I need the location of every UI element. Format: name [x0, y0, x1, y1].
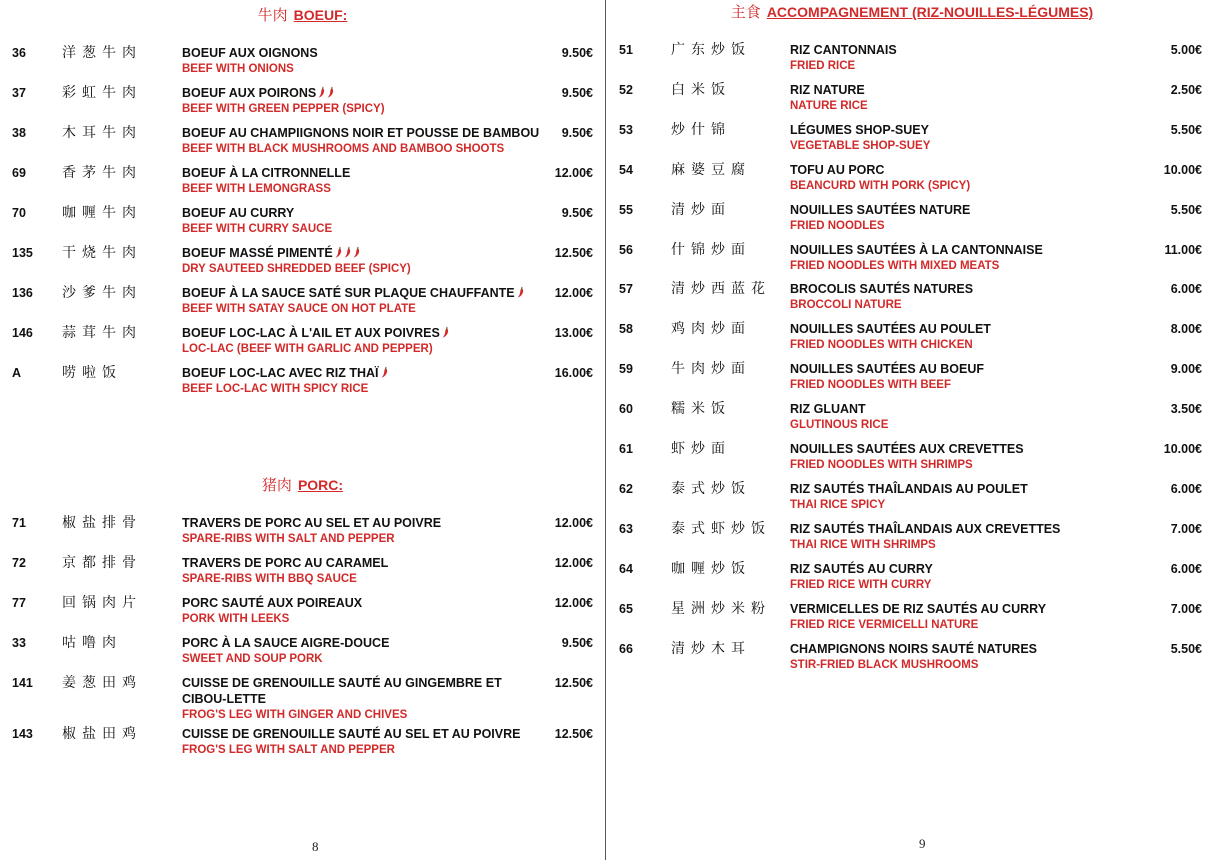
menu-item: [0, 635, 605, 671]
item-name-chinese: 清炒面: [671, 201, 731, 218]
item-name-chinese: 沙爹牛肉: [62, 285, 142, 301]
item-name-chinese: 唠啦饭: [62, 365, 122, 381]
item-name-french: BOEUF LOC-LAC AVEC RIZ THAÏ: [182, 366, 379, 380]
item-name-chinese: 什锦炒面: [671, 241, 751, 258]
section-title-fr: BOEUF:: [293, 7, 348, 23]
item-price: 5.50€: [1170, 122, 1202, 137]
item-number: 63: [619, 521, 633, 536]
item-name-english: FRIED RICE WITH CURRY: [790, 578, 932, 591]
item-description: [790, 321, 1130, 353]
item-description: [182, 595, 542, 627]
item-name-english: FRIED NOODLES WITH BEEF: [790, 379, 951, 392]
item-description: [790, 82, 1130, 114]
item-description: [790, 122, 1130, 154]
item-number: 61: [619, 442, 633, 456]
item-number: 57: [619, 282, 633, 297]
menu-item: [607, 122, 1217, 158]
item-name-english: THAI RICE WITH SHRIMPS: [790, 538, 936, 551]
item-name-french: NOUILLES SAUTÉES AU BOEUF: [790, 362, 984, 377]
item-name-french: NOUILLES SAUTÉES AUX CREVETTES: [790, 442, 1024, 456]
item-number: 54: [619, 162, 633, 177]
item-number: 36: [12, 46, 26, 60]
item-price: 9.50€: [561, 636, 593, 650]
chili-pepper-icon: [517, 286, 524, 298]
page-number: 9: [919, 836, 926, 851]
item-name-french: BOEUF À LA CITRONNELLE: [182, 166, 351, 180]
item-name-french: TOFU AU PORC: [790, 162, 885, 177]
item-name-english: FRIED NOODLES WITH SHRIMPS: [790, 459, 973, 471]
item-description: [790, 481, 1130, 513]
item-price: 12.00€: [554, 166, 593, 180]
item-price: 5.50€: [1170, 641, 1202, 656]
item-name-english: BEEF LOC-LAC WITH SPICY RICE: [182, 383, 369, 395]
item-description: [790, 441, 1130, 473]
item-number: A: [12, 366, 22, 380]
section-title-zh: 主食: [730, 3, 761, 21]
item-name-chinese: 星洲炒米粉: [671, 600, 771, 617]
item-name-chinese: 蒜茸牛肉: [62, 325, 142, 341]
item-description: [790, 601, 1130, 633]
item-description: [790, 42, 1130, 74]
menu-item: [607, 641, 1217, 677]
item-name-english: BEEF WITH SATAY SAUCE ON HOT PLATE: [182, 303, 416, 315]
item-name-chinese: 白米饭: [671, 81, 731, 98]
item-number: 52: [619, 82, 633, 97]
item-name-chinese: 泰式虾炒饭: [671, 520, 771, 537]
menu-item: [0, 595, 605, 631]
chili-pepper-icon: [318, 86, 325, 98]
menu-item: [607, 242, 1217, 278]
item-name-french: RIZ SAUTÉS AU CURRY: [790, 561, 933, 576]
item-number: 58: [619, 322, 633, 337]
item-price: 7.00€: [1170, 521, 1202, 536]
item-description: [790, 361, 1130, 393]
menu-item: [0, 165, 605, 201]
item-number: 143: [12, 727, 33, 741]
menu-item: [607, 281, 1217, 317]
item-name-french: BOEUF AU CURRY: [182, 206, 295, 220]
item-description: [182, 555, 542, 587]
item-name-french: NOUILLES SAUTÉES À LA CANTONNAISE: [790, 242, 1043, 257]
chili-pepper-icon: [335, 246, 342, 258]
menu-item: [607, 401, 1217, 437]
item-name-french: BROCOLIS SAUTÉS NATURES: [790, 282, 974, 297]
item-price: 9.50€: [561, 206, 593, 220]
item-price: 16.00€: [554, 366, 593, 380]
section-title-fr: PORC:: [297, 477, 344, 493]
item-price: 11.00€: [1164, 242, 1202, 257]
item-name-chinese: 咖喱牛肉: [62, 205, 142, 221]
item-price: 12.00€: [554, 286, 593, 300]
item-name-chinese: 虾炒面: [671, 441, 731, 457]
item-name-chinese: 咕噜肉: [62, 635, 122, 651]
menu-item: [607, 481, 1217, 517]
menu-item: [607, 42, 1217, 78]
item-price: 12.00€: [554, 516, 593, 530]
item-name-english: SWEET AND SOUP PORK: [182, 653, 323, 665]
item-name-chinese: 香茅牛肉: [62, 165, 142, 181]
item-number: 64: [619, 561, 633, 576]
item-name-french: TRAVERS DE PORC AU CARAMEL: [182, 556, 389, 570]
chili-pepper-icon: [442, 326, 449, 338]
item-description: [182, 515, 542, 547]
item-price: 7.00€: [1170, 601, 1202, 616]
item-name-chinese: 牛肉炒面: [671, 361, 751, 378]
item-number: 62: [619, 481, 633, 496]
item-name-english: FRIED NOODLES: [790, 219, 885, 232]
page-number: 8: [312, 839, 319, 854]
item-name-english: STIR-FRIED BLACK MUSHROOMS: [790, 658, 979, 671]
item-name-french: NOUILLES SAUTÉES AU POULET: [790, 322, 991, 337]
item-name-english: BEEF WITH ONIONS: [182, 63, 294, 75]
item-name-chinese: 咖喱炒饭: [671, 560, 751, 577]
item-number: 146: [12, 326, 33, 340]
item-name-chinese: 广东炒饭: [671, 42, 751, 58]
chili-pepper-icon: [327, 86, 334, 98]
item-name-chinese: 回锅肉片: [62, 595, 142, 611]
item-name-french: RIZ SAUTÉS THAÎLANDAIS AUX CREVETTES: [790, 521, 1061, 536]
item-number: 77: [12, 596, 26, 610]
item-name-chinese: 干烧牛肉: [62, 245, 142, 261]
item-name-chinese: 泰式炒饭: [671, 480, 751, 497]
menu-item: [0, 675, 605, 721]
item-name-english: SPARE-RIBS WITH SALT AND PEPPER: [182, 533, 395, 545]
item-price: 6.00€: [1170, 481, 1202, 496]
menu-item: [607, 561, 1217, 597]
section-title-accompaniment: [607, 2, 1217, 22]
item-name-french: CHAMPIGNONS NOIRS SAUTÉ NATURES: [790, 641, 1038, 656]
item-name-english: BEEF WITH GREEN PEPPER (SPICY): [182, 103, 385, 115]
item-name-french: LÉGUMES SHOP-SUEY: [790, 122, 929, 137]
item-price: 13.00€: [554, 326, 593, 340]
section-title-pork: [0, 475, 605, 495]
item-name-chinese: 京都排骨: [62, 555, 142, 571]
chili-pepper-icon: [381, 366, 388, 378]
item-name-french: BOEUF AUX OIGNONS: [182, 46, 318, 60]
item-description: [182, 205, 542, 237]
item-name-english: BEEF WITH CURRY SAUCE: [182, 223, 333, 235]
menu-item: [607, 202, 1217, 238]
item-name-french: RIZ CANTONNAIS: [790, 43, 897, 57]
item-price: 12.00€: [554, 596, 593, 610]
item-description: [790, 521, 1130, 553]
item-name-french: TRAVERS DE PORC AU SEL ET AU POIVRE: [182, 516, 442, 530]
item-name-french: BOEUF MASSÉ PIMENTÉ: [182, 246, 333, 260]
item-description: [182, 675, 542, 723]
item-price: 10.00€: [1163, 442, 1202, 456]
item-number: 141: [12, 676, 33, 690]
section-title-zh: 猪肉: [261, 476, 292, 494]
item-name-chinese: 彩虹牛肉: [62, 85, 142, 101]
item-number: 59: [619, 362, 633, 377]
item-name-english: BEEF WITH BLACK MUSHROOMS AND BAMBOO SHOOTS: [182, 143, 505, 155]
menu-page-right: [607, 0, 1217, 860]
item-name-french: BOEUF LOC-LAC À L'AIL ET AUX POIVRES: [182, 326, 440, 340]
item-name-chinese: 洋葱牛肉: [62, 45, 142, 61]
item-name-chinese: 清炒木耳: [671, 640, 751, 657]
item-name-chinese: 清炒西蓝花: [671, 281, 771, 298]
item-name-chinese: 炒什锦: [671, 121, 731, 138]
page-divider: [605, 0, 606, 860]
item-number: 60: [619, 402, 633, 417]
item-name-english: FRIED NOODLES WITH MIXED MEATS: [790, 259, 1000, 272]
item-name-chinese: 麻婆豆腐: [671, 161, 751, 178]
item-price: 9.50€: [561, 86, 593, 100]
item-number: 55: [619, 202, 633, 217]
item-description: [790, 401, 1130, 433]
item-price: 12.50€: [554, 727, 593, 741]
item-number: 136: [12, 286, 33, 300]
menu-item: [0, 365, 605, 401]
item-name-chinese: 姜葱田鸡: [62, 675, 142, 691]
item-number: 56: [619, 242, 633, 257]
item-name-english: LOC-LAC (BEEF WITH GARLIC AND PEPPER): [182, 343, 433, 355]
item-name-english: FRIED NOODLES WITH CHICKEN: [790, 339, 973, 352]
item-price: 9.00€: [1170, 362, 1202, 377]
menu-item: [607, 82, 1217, 118]
item-name-english: PORK WITH LEEKS: [182, 613, 290, 625]
item-price: 10.00€: [1163, 162, 1202, 177]
menu-item: [0, 726, 605, 762]
item-name-english: DRY SAUTEED SHREDDED BEEF (SPICY): [182, 263, 411, 275]
item-name-french: BOEUF AU CHAMPIIGNONS NOIR ET POUSSE DE BAMBOU: [182, 126, 540, 140]
section-title-fr: ACCOMPAGNEMENT (RIZ-NOUILLES-LÉGUMES): [766, 4, 1094, 20]
item-name-french: RIZ SAUTÉS THAÎLANDAIS AU POULET: [790, 481, 1028, 496]
item-number: 51: [619, 43, 633, 57]
item-name-french: BOEUF À LA SAUCE SATÉ SUR PLAQUE CHAUFFANTE: [182, 286, 515, 300]
item-number: 33: [12, 636, 26, 650]
item-name-english: VEGETABLE SHOP-SUEY: [790, 139, 931, 152]
menu-item: [0, 205, 605, 241]
item-name-english: GLUTINOUS RICE: [790, 419, 889, 432]
item-name-chinese: 木耳牛肉: [62, 125, 142, 141]
item-description: [790, 242, 1130, 274]
item-description: [790, 561, 1130, 593]
menu-item: [0, 85, 605, 121]
item-name-english: THAI RICE SPICY: [790, 498, 886, 511]
item-name-french: BOEUF AUX POIRONS: [182, 86, 317, 100]
item-description: [790, 641, 1130, 673]
item-name-chinese: 椒盐田鸡: [62, 726, 142, 742]
item-name-french: PORC SAUTÉ AUX POIREAUX: [182, 596, 363, 610]
menu-item: [0, 245, 605, 281]
item-number: 37: [12, 86, 26, 100]
item-number: 71: [12, 516, 26, 530]
menu-item: [607, 521, 1217, 557]
item-price: 6.00€: [1170, 561, 1202, 576]
item-description: [182, 285, 542, 317]
item-name-english: SPARE-RIBS WITH BBQ SAUCE: [182, 573, 357, 585]
item-name-french: RIZ NATURE: [790, 82, 865, 97]
item-description: [790, 281, 1130, 313]
item-name-french: NOUILLES SAUTÉES NATURE: [790, 202, 971, 217]
menu-item: [0, 285, 605, 321]
menu-page-left: [0, 0, 605, 860]
item-description: [182, 85, 542, 117]
menu-item: [0, 125, 605, 161]
item-price: 9.50€: [561, 126, 593, 140]
item-description: [790, 202, 1130, 234]
item-price: 8.00€: [1170, 322, 1202, 337]
item-number: 66: [619, 641, 633, 656]
item-number: 135: [12, 246, 33, 260]
item-price: 12.50€: [554, 246, 593, 260]
chili-pepper-icon: [353, 246, 360, 258]
item-price: 12.50€: [554, 676, 593, 690]
menu-item: [0, 45, 605, 81]
item-number: 65: [619, 601, 633, 616]
item-description: [182, 125, 542, 157]
menu-item: [607, 162, 1217, 198]
item-name-english: FROG'S LEG WITH GINGER AND CHIVES: [182, 709, 408, 721]
item-number: 72: [12, 556, 26, 570]
item-name-french: CUISSE DE GRENOUILLE SAUTÉ AU GINGEMBRE ET CIBOU-LETTE: [182, 676, 502, 706]
menu-item: [607, 321, 1217, 357]
item-description: [182, 726, 542, 758]
menu-item: [0, 555, 605, 591]
item-name-chinese: 糯米饭: [671, 401, 731, 418]
item-price: 5.50€: [1170, 202, 1202, 217]
menu-item: [0, 515, 605, 551]
item-description: [182, 635, 542, 667]
section-title-zh: 牛肉: [257, 6, 288, 24]
item-name-french: PORC À LA SAUCE AIGRE-DOUCE: [182, 636, 390, 650]
item-description: [790, 162, 1130, 194]
item-price: 3.50€: [1170, 402, 1202, 417]
item-description: [182, 325, 542, 357]
item-price: 9.50€: [561, 46, 593, 60]
item-name-english: FRIED RICE: [790, 60, 856, 72]
item-name-english: FRIED RICE VERMICELLI NATURE: [790, 618, 979, 631]
item-number: 70: [12, 206, 26, 220]
item-description: [182, 165, 542, 197]
item-name-english: BEEF WITH LEMONGRASS: [182, 183, 331, 195]
item-name-french: RIZ GLUANT: [790, 402, 866, 417]
item-number: 53: [619, 122, 633, 137]
item-description: [182, 245, 542, 277]
section-title-beef: [0, 5, 605, 25]
item-name-chinese: 鸡肉炒面: [671, 321, 751, 338]
item-price: 6.00€: [1170, 282, 1202, 297]
menu-item: [0, 325, 605, 361]
item-name-english: FROG'S LEG WITH SALT AND PEPPER: [182, 744, 395, 756]
menu-item: [607, 441, 1217, 477]
menu-item: [607, 361, 1217, 397]
item-name-english: NATURE RICE: [790, 99, 868, 112]
item-number: 69: [12, 166, 26, 180]
item-price: 2.50€: [1170, 82, 1202, 97]
item-description: [182, 45, 542, 77]
item-description: [182, 365, 542, 397]
item-name-french: CUISSE DE GRENOUILLE SAUTÉ AU SEL ET AU POIVRE: [182, 727, 521, 741]
item-name-chinese: 椒盐排骨: [62, 515, 142, 531]
item-number: 38: [12, 126, 26, 140]
item-name-english: BROCCOLI NATURE: [790, 299, 902, 312]
item-name-english: BEANCURD WITH PORK (SPICY): [790, 179, 971, 192]
chili-pepper-icon: [344, 246, 351, 258]
menu-item: [607, 601, 1217, 637]
item-name-french: VERMICELLES DE RIZ SAUTÉS AU CURRY: [790, 601, 1047, 616]
item-price: 12.00€: [554, 556, 593, 570]
item-price: 5.00€: [1170, 43, 1202, 57]
